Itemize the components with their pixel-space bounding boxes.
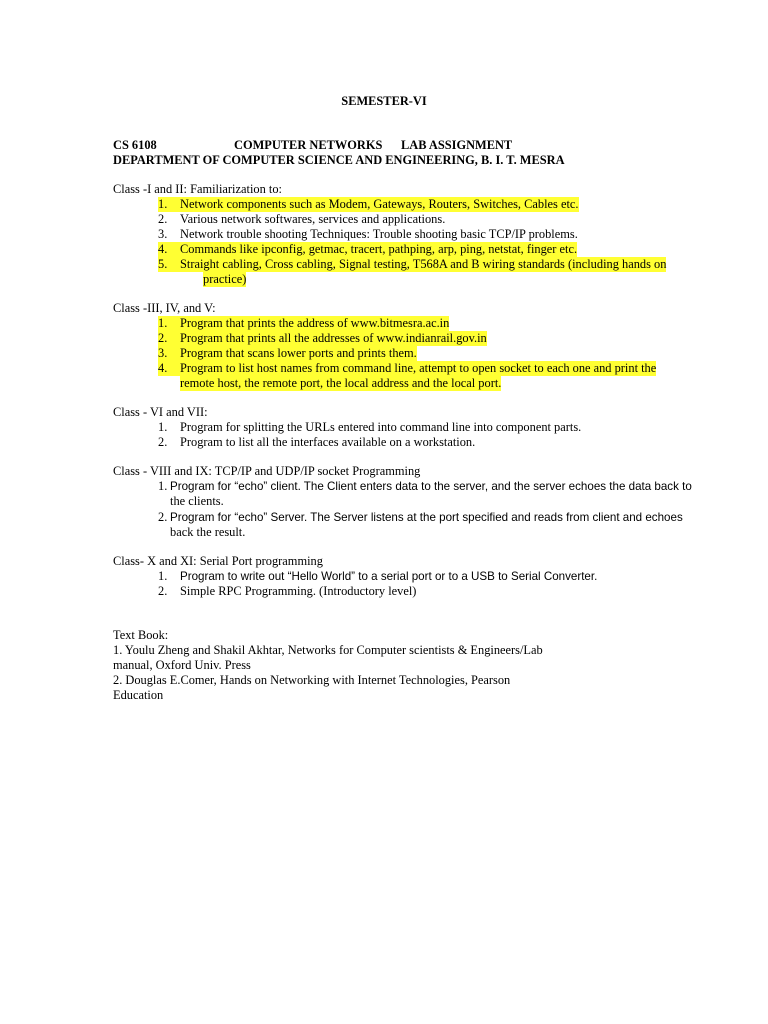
section2-item-4: 4. Program to list host names from command line, attempt to open socket to each one and print the <box>158 361 657 375</box>
section2-item-2: 2. Program that prints all the addresses of www.indianrail.gov.in <box>158 331 487 345</box>
section1-item-5: 5. Straight cabling, Cross cabling, Signal testing, T568A and B wiring standards (including hands on <box>158 257 667 271</box>
section5-heading: Class- X and XI: Serial Port programming <box>113 554 323 568</box>
section3-item-1: 1. Program for splitting the URLs entered into command line into component parts. <box>158 420 582 434</box>
section5-item-1: 1. Program to write out “Hello World” to a serial port or to a USB to Serial Converter. <box>158 569 598 583</box>
textbook-ref-1-cont: manual, Oxford Univ. Press <box>113 658 251 672</box>
semester-title: SEMESTER-VI <box>341 94 427 108</box>
textbook-ref-1: 1. Youlu Zheng and Shakil Akhtar, Networks for Computer scientists & Engineers/Lab <box>113 643 543 657</box>
section3-item-2: 2. Program to list all the interfaces available on a workstation. <box>158 435 476 449</box>
section5-item-2: 2. Simple RPC Programming. (Introductory level) <box>158 584 417 598</box>
course-name: COMPUTER NETWORKS <box>234 138 383 152</box>
section1-item-4: 4. Commands like ipconfig, getmac, tracert, pathping, arp, ping, netstat, finger etc. <box>158 242 578 256</box>
section2-heading: Class -III, IV, and V: <box>113 301 216 315</box>
section2-item-3: 3. Program that scans lower ports and prints them. <box>158 346 417 360</box>
section4-heading: Class - VIII and IX: TCP/IP and UDP/IP socket Programming <box>113 464 421 478</box>
institute-name: , B. I. T. MESRA <box>474 153 565 167</box>
section4-item-1: 1. Program for “echo” client. The Client enters data to the server, and the server echoes the data back to <box>158 479 692 493</box>
textbook-ref-2: 2. Douglas E.Comer, Hands on Networking with Internet Technologies, Pearson <box>113 673 511 687</box>
section3-heading: Class - VI and VII: <box>113 405 208 419</box>
section1-item-1: 1. Network components such as Modem, Gateways, Routers, Switches, Cables etc. <box>158 197 579 211</box>
assignment-label: LAB ASSIGNMENT <box>401 138 513 152</box>
textbook-heading: Text Book: <box>113 628 169 642</box>
section1-heading: Class -I and II: Familiarization to: <box>113 182 282 196</box>
section4-item-1-cont: the clients. <box>170 494 224 508</box>
section1-item-2: 2. Various network softwares, services and applications. <box>158 212 446 226</box>
section4-item-2-cont: back the result. <box>170 525 246 539</box>
section2-item-4-cont: remote host, the remote port, the local address and the local port. <box>180 376 502 390</box>
section1-item-3: 3. Network trouble shooting Techniques: Trouble shooting basic TCP/IP problems. <box>158 227 578 241</box>
department-line <box>113 153 565 168</box>
course-code: CS 6108 <box>113 138 157 152</box>
section1-item-5-cont: practice) <box>203 272 247 286</box>
textbook-ref-2-cont: Education <box>113 688 164 702</box>
section4-item-2: 2. Program for “echo” Server. The Server listens at the port specified and reads from client and echoes <box>158 510 683 524</box>
department-name: DEPARTMENT OF COMPUTER SCIENCE AND ENGINEERING <box>113 153 475 167</box>
section2-item-1: 1. Program that prints the address of www.bitmesra.ac.in <box>158 316 450 330</box>
